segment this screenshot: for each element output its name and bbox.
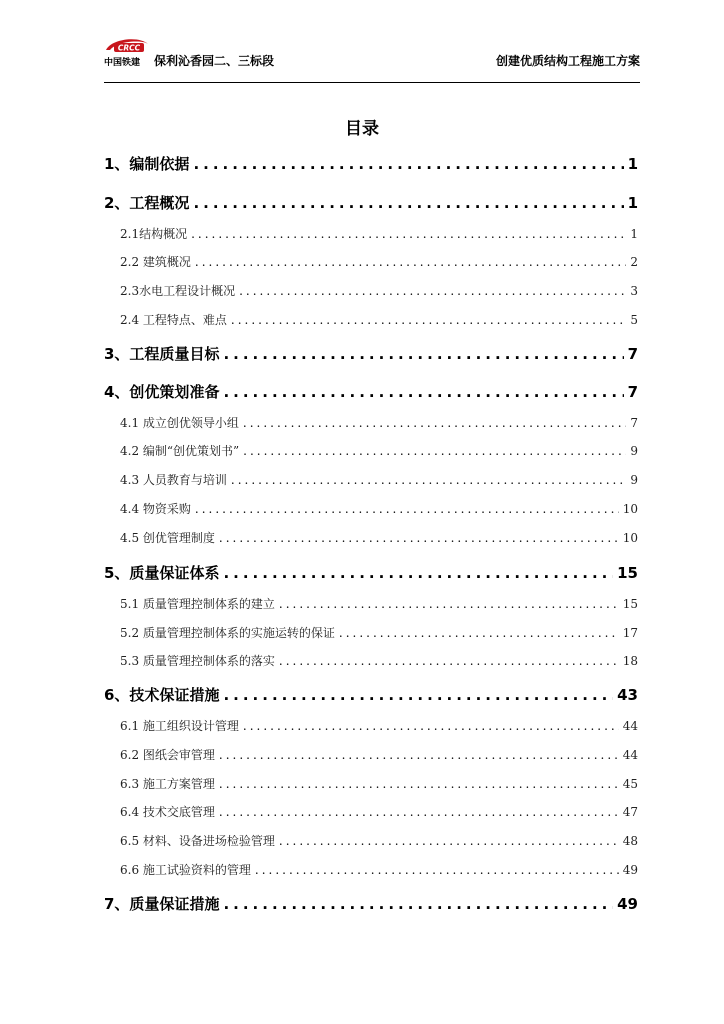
toc-entry-label: 6、技术保证措施 [104,686,220,704]
toc-entry-label: 2.3水电工程设计概况 [120,284,236,298]
toc-leader-dots [231,473,626,487]
toc-page-number: 15 [622,597,638,611]
toc-entry[interactable] [120,595,638,612]
toc-leader-dots [223,686,613,704]
toc-leader-dots [279,834,619,848]
toc-page-number: 45 [622,777,638,791]
toc-entry[interactable] [120,861,638,878]
toc-entry[interactable] [104,343,638,364]
toc-entry-label: 7、质量保证措施 [104,895,220,913]
toc-leader-dots [243,444,626,458]
toc-page-number: 5 [630,313,638,327]
toc-page-number: 15 [617,564,638,582]
toc-leader-dots [255,863,619,877]
toc-entry[interactable] [120,225,638,242]
toc-entry-label: 2.2 建筑概况 [120,255,191,269]
toc-page-number: 7 [630,416,638,430]
toc-entry[interactable] [120,414,638,431]
plan-title: 创建优质结构工程施工方案 [495,54,640,68]
toc-entry[interactable] [120,311,638,328]
toc-leader-dots [223,564,613,582]
toc-leader-dots [219,777,619,791]
toc-page-number: 48 [622,834,638,848]
toc-entry-label: 2.4 工程特点、难点 [120,313,227,327]
toc-entry[interactable] [120,775,638,792]
toc-leader-dots [231,313,626,327]
toc-page-number: 10 [622,531,638,545]
toc-entry-label: 4.1 成立创优领导小组 [120,416,239,430]
toc-entry-label: 5.1 质量管理控制体系的建立 [120,597,275,611]
toc-entry-label: 4、创优策划准备 [104,383,220,401]
toc-leader-dots [279,654,619,668]
toc-entry[interactable] [104,381,638,402]
toc-page-number: 9 [630,444,638,458]
toc-entry-label: 5.3 质量管理控制体系的落实 [120,654,275,668]
toc-page-number: 3 [630,284,638,298]
toc-entry-label: 3、工程质量目标 [104,345,220,363]
toc-page-number: 18 [622,654,638,668]
toc-leader-dots [339,626,619,640]
toc-leader-dots [219,805,619,819]
toc-entry[interactable] [104,153,638,174]
toc-leader-dots [195,255,626,269]
toc-entry-label: 6.3 施工方案管理 [120,777,215,791]
toc-entry-label: 4.5 创优管理制度 [120,531,215,545]
toc-leader-dots [195,502,619,516]
toc-page-number: 1 [627,155,638,173]
project-name: 保利沁香园二、三标段 [154,54,275,68]
toc-leader-dots [223,345,623,363]
toc-entry[interactable] [120,253,638,270]
toc-entry[interactable] [120,803,638,820]
toc-entry-label: 1、编制依据 [104,155,190,173]
toc-leader-dots [239,284,626,298]
toc-entry-label: 6.4 技术交底管理 [120,805,215,819]
toc-page-number: 47 [622,805,638,819]
toc-entry[interactable] [120,832,638,849]
toc-page-number: 44 [622,719,638,733]
toc-leader-dots [219,748,619,762]
toc-entry-label: 6.1 施工组织设计管理 [120,719,239,733]
toc-leader-dots [193,194,623,212]
toc-entry[interactable] [120,529,638,546]
toc-leader-dots [193,155,623,173]
toc-entry[interactable] [120,717,638,734]
toc-page-number: 7 [627,383,638,401]
toc-entry-label: 4.4 物资采购 [120,502,191,516]
toc-entry[interactable] [120,624,638,641]
toc-entry-label: 6.6 施工试验资料的管理 [120,863,251,877]
toc-entry[interactable] [120,442,638,459]
toc-page-number: 17 [622,626,638,640]
toc-entry-label: 5、质量保证体系 [104,564,220,582]
toc-entry[interactable] [104,562,638,583]
toc-page-number: 1 [627,194,638,212]
toc-leader-dots [191,227,626,241]
toc-leader-dots [223,383,623,401]
toc-page-number: 9 [630,473,638,487]
toc-entry[interactable] [120,471,638,488]
toc-entry-label: 6.5 材料、设备进场检验管理 [120,834,275,848]
toc-entry[interactable] [104,893,638,914]
toc-page-number: 7 [627,345,638,363]
toc-page-number: 44 [622,748,638,762]
toc-entry-label: 4.2 编制“创优策划书” [120,444,240,458]
toc-entry[interactable] [120,652,638,669]
toc-entry-label: 2、工程概况 [104,194,190,212]
toc-page-number: 10 [622,502,638,516]
page-title: 目录 [345,119,379,139]
toc-entry[interactable] [120,746,638,763]
toc-page-number: 49 [617,895,638,913]
toc-page-number: 2 [630,255,638,269]
toc-leader-dots [243,416,626,430]
toc-leader-dots [223,895,613,913]
toc-entry[interactable] [120,500,638,517]
toc-entry[interactable] [120,282,638,299]
toc-entry-label: 2.1结构概况 [120,227,188,241]
logo-mark: CRCC [117,43,141,53]
toc-page-number: 49 [622,863,638,877]
toc-page-number: 43 [617,686,638,704]
toc-page-number: 1 [630,227,638,241]
toc-leader-dots [219,531,619,545]
toc-entry[interactable] [104,192,638,213]
toc-entry-label: 6.2 图纸会审管理 [120,748,215,762]
toc-leader-dots [279,597,619,611]
toc-leader-dots [243,719,619,733]
logo-text: 中国铁建 [104,58,141,68]
toc-entry-label: 5.2 质量管理控制体系的实施运转的保证 [120,626,335,640]
toc-entry-label: 4.3 人员教育与培训 [120,473,227,487]
toc-entry[interactable] [104,684,638,705]
